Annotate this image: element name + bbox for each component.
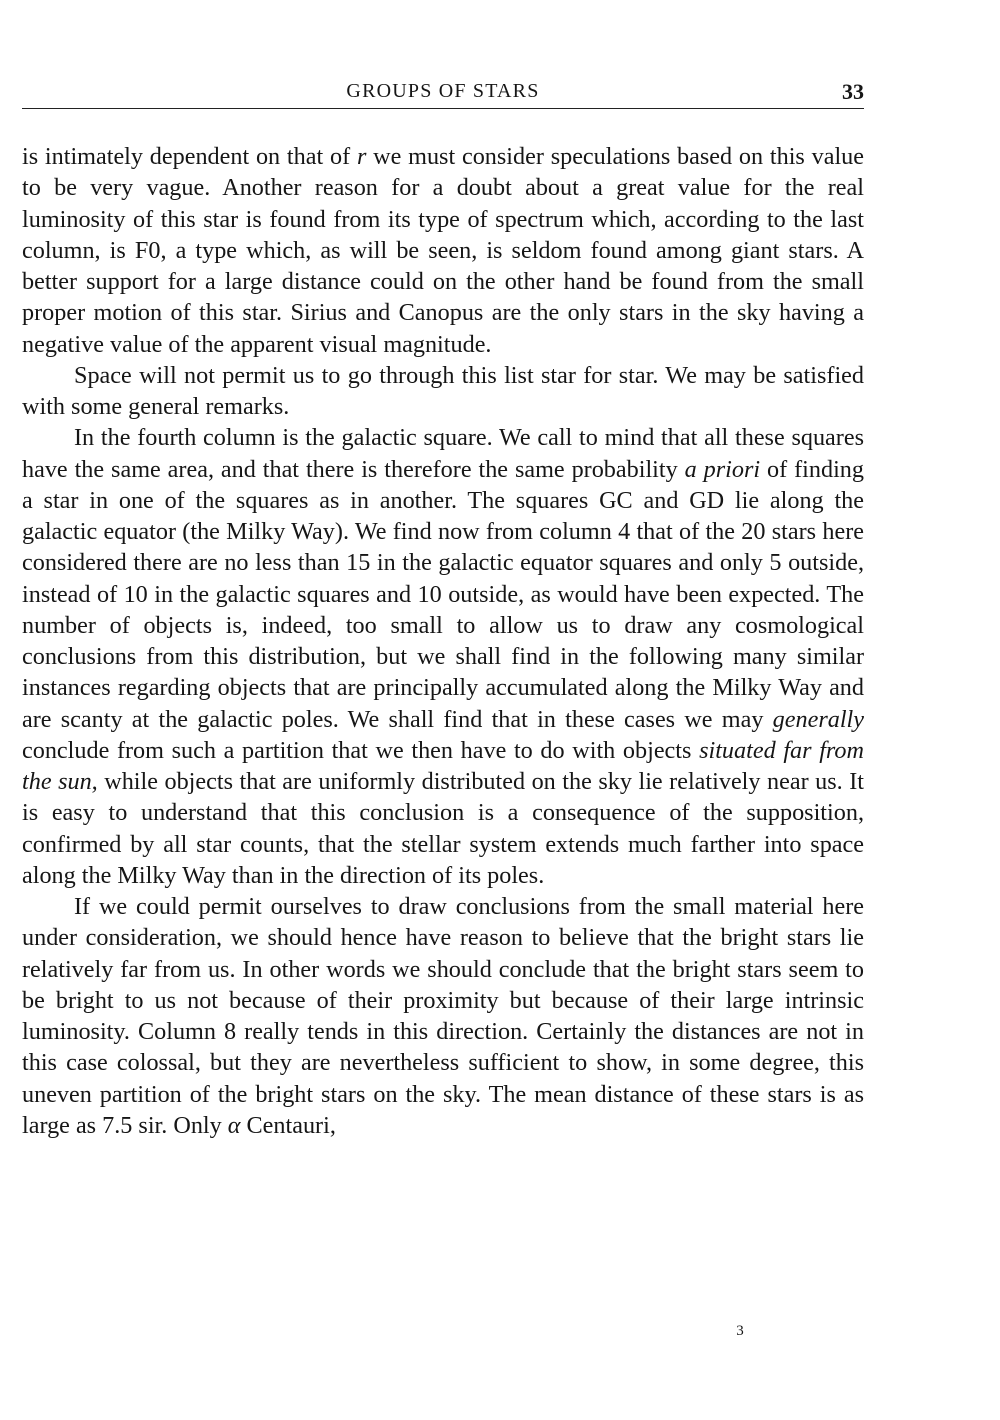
text-run: Centauri, (240, 1111, 336, 1139)
text-run: we must consider speculations based on this value to be very vague. Another reason for a doubt about a great value for the real luminosity of this star is found from its type of spectrum which, according to the last column, is F0, a type which, as will be seen, is seldom found among giant stars. A better support for a large distance could on the other hand be found from the small proper motion of this star. Sirius and Canopus are the only stars in the sky having a negative value of the apparent visual magnitude. (22, 143, 864, 358)
text-run: In the fourth column is the galactic square. We call to mind that all these squares have the same area, and that there is therefore the same probability (22, 424, 864, 483)
paragraph (22, 141, 864, 360)
text-run: conclude from such a partition that we then have to do with objects (22, 736, 700, 764)
text-run: of finding a star in one of the squares as in another. The squares GC and GD lie along the galactic equator (the Milky Way). We find now from column 4 that of the 20 stars here considered there are no less than 15 in the galactic equator squares and only 5 outside, instead of 10 in the galactic squares and 10 outside, as would have been expected. The number of objects is, indeed, too small to allow us to draw any cosmological conclusions from this distribution, but we shall find in the following many similar instances regarding objects that are principally accumulated along the Milky Way and are scanty at the galactic poles. We shall find that in these cases we may (22, 455, 864, 733)
running-header (22, 78, 864, 109)
italic-phrase: a priori (684, 455, 761, 483)
text-run: If we could permit ourselves to draw conclusions from the small material here under consideration, we should hence have reason to believe that the bright stars lie relatively far from us. In other words we should conclude that the bright stars seem to be bright to us not because of their proximity but because of their large intrinsic luminosity. Column 8 really tends in this direction. Certainly the distances are not in this case colossal, but they are nevertheless sufficient to show, in some degree, this uneven partition of the bright stars on the sky. The mean distance of these stars is as large as 7.5 sir. Only (22, 893, 864, 1139)
greek-alpha: α (227, 1111, 241, 1139)
text-run: is intimately dependent on that of (22, 143, 357, 170)
italic-phrase: generally (772, 705, 864, 733)
paragraph (22, 891, 864, 1141)
page-number: 33 (842, 79, 864, 104)
paragraph (22, 422, 864, 891)
signature-mark: 3 (736, 1323, 744, 1339)
text-run: while objects that are uniformly distributed on the sky lie relatively near us. It is easy to understand that this conclusion is a consequence of the supposition, confirmed by all star counts, that the stellar system extends much farther into space along the Milky Way than in the direction of its poles. (22, 768, 864, 889)
italic-phrase: situated far from the sun, (22, 736, 864, 795)
italic-variable: r (356, 143, 367, 170)
paragraph (22, 360, 864, 423)
text-run: Space will not permit us to go through this list star for star. We may be satisfied with some general remarks. (22, 361, 864, 420)
running-title: GROUPS OF STARS (346, 80, 540, 102)
body-text (22, 141, 864, 1141)
